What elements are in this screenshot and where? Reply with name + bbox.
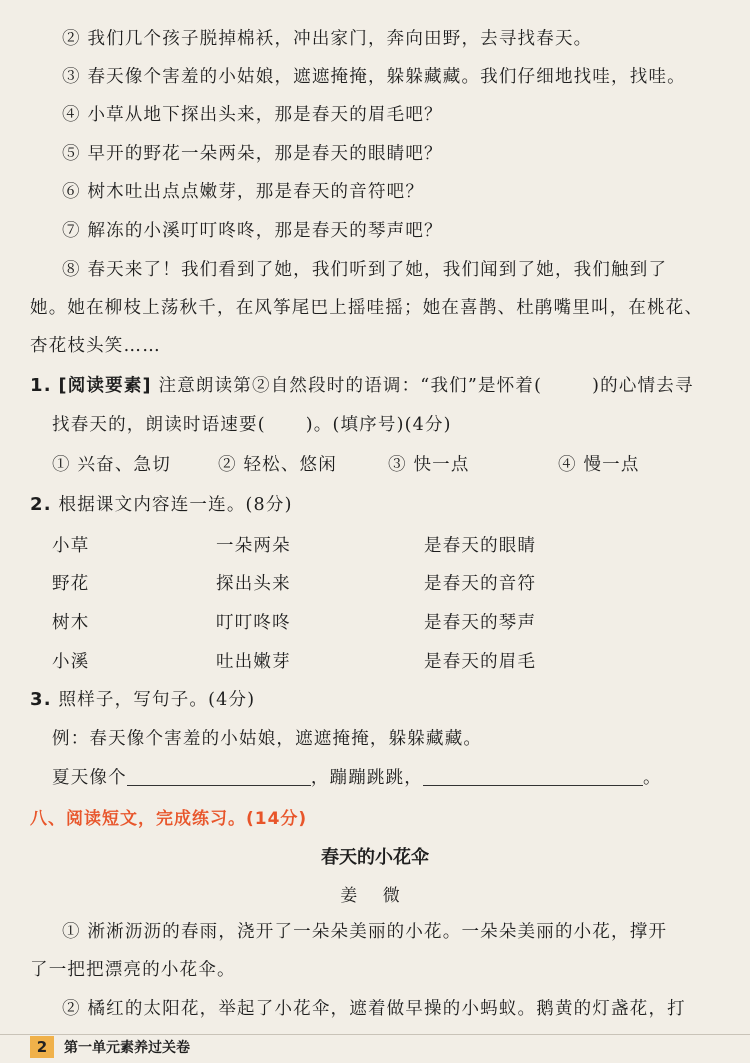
question-text: 找春天的，朗读时语速要( [52,415,266,435]
reading-element-tag: [阅读要素] [58,376,152,396]
question-text: 照样子，写句子。(4分) [58,690,256,710]
match-right-item[interactable]: 是春天的眉毛 [424,652,537,672]
passage-paragraph: ③ 春天像个害羞的小姑娘，遮遮掩掩，躲躲藏藏。我们仔细地找哇，找哇。 [62,67,686,87]
match-middle-item[interactable]: 叮叮咚咚 [216,613,291,633]
match-left-item[interactable]: 小草 [52,536,90,556]
story-paragraph: 了一把把漂亮的小花伞。 [30,960,236,980]
passage-paragraph: ④ 小草从地下探出头来，那是春天的眉毛吧？ [62,105,443,125]
match-left-item[interactable]: 树木 [52,613,90,633]
fill-text: ，蹦蹦跳跳， [310,768,424,788]
story-title: 春天的小花伞 [321,847,429,868]
question-number: 3. [30,689,52,710]
passage-paragraph: 她。她在柳枝上荡秋千，在风筝尾巴上摇哇摇；她在喜鹊、杜鹃嘴里叫，在桃花、 [30,298,704,318]
story-author: 姜 微 [340,886,410,906]
story-paragraph: ① 淅淅沥沥的春雨，浇开了一朵朵美丽的小花。一朵朵美丽的小花，撑开 [62,922,668,942]
option-item: ① 兴奋、急切 [52,455,171,475]
fill-text: 。 [643,768,662,788]
match-right-item[interactable]: 是春天的琴声 [424,613,537,633]
question-3 [30,688,255,712]
fill-sentence [52,766,662,790]
passage-paragraph: ⑤ 早开的野花一朵两朵，那是春天的眼睛吧？ [62,144,443,164]
fill-text: 夏天像个 [52,768,127,788]
match-right-item[interactable]: 是春天的眼睛 [424,536,537,556]
question-text: )。(填序号)(4分) [305,415,452,435]
question-1 [30,374,694,398]
passage-paragraph: 杏花枝头笑…… [30,336,161,356]
match-middle-item[interactable]: 吐出嫩芽 [216,652,291,672]
option-item: ② 轻松、悠闲 [218,455,337,475]
passage-paragraph: ⑧ 春天来了！我们看到了她，我们听到了她，我们闻到了她，我们触到了 [62,260,668,280]
fill-blank-1[interactable] [127,767,311,786]
question-text: )的心情去寻 [592,376,694,396]
footer-title: 第一单元素养过关卷 [64,1040,190,1056]
story-paragraph: ② 橘红的太阳花，举起了小花伞，遮着做早操的小蚂蚁。鹅黄的灯盏花，打 [62,999,686,1019]
section-heading: 八、阅读短文，完成练习。(14分) [30,809,308,829]
passage-paragraph: ⑥ 树木吐出点点嫩芽，那是春天的音符吧？ [62,182,425,202]
question-2 [30,493,293,517]
fill-blank-2[interactable] [423,767,643,786]
option-item: ③ 快一点 [388,455,470,475]
match-middle-item[interactable]: 探出头来 [216,574,291,594]
question-text: 根据课文内容连一连。(8分) [58,495,293,515]
question-1-line2 [52,413,452,437]
match-middle-item[interactable]: 一朵两朵 [216,536,291,556]
question-number: 1. [30,375,52,396]
match-right-item[interactable]: 是春天的音符 [424,574,537,594]
question-number: 2. [30,494,52,515]
question-text: 注意朗读第②自然段时的语调：“我们”是怀着( [158,376,543,396]
example-sentence: 例：春天像个害羞的小姑娘，遮遮掩掩，躲躲藏藏。 [52,729,483,749]
match-left-item[interactable]: 小溪 [52,652,90,672]
passage-paragraph: ② 我们几个孩子脱掉棉袄，冲出家门，奔向田野，去寻找春天。 [62,29,593,49]
page-number: 2 [30,1036,54,1058]
match-left-item[interactable]: 野花 [52,574,90,594]
option-item: ④ 慢一点 [558,455,640,475]
passage-paragraph: ⑦ 解冻的小溪叮叮咚咚，那是春天的琴声吧？ [62,221,443,241]
